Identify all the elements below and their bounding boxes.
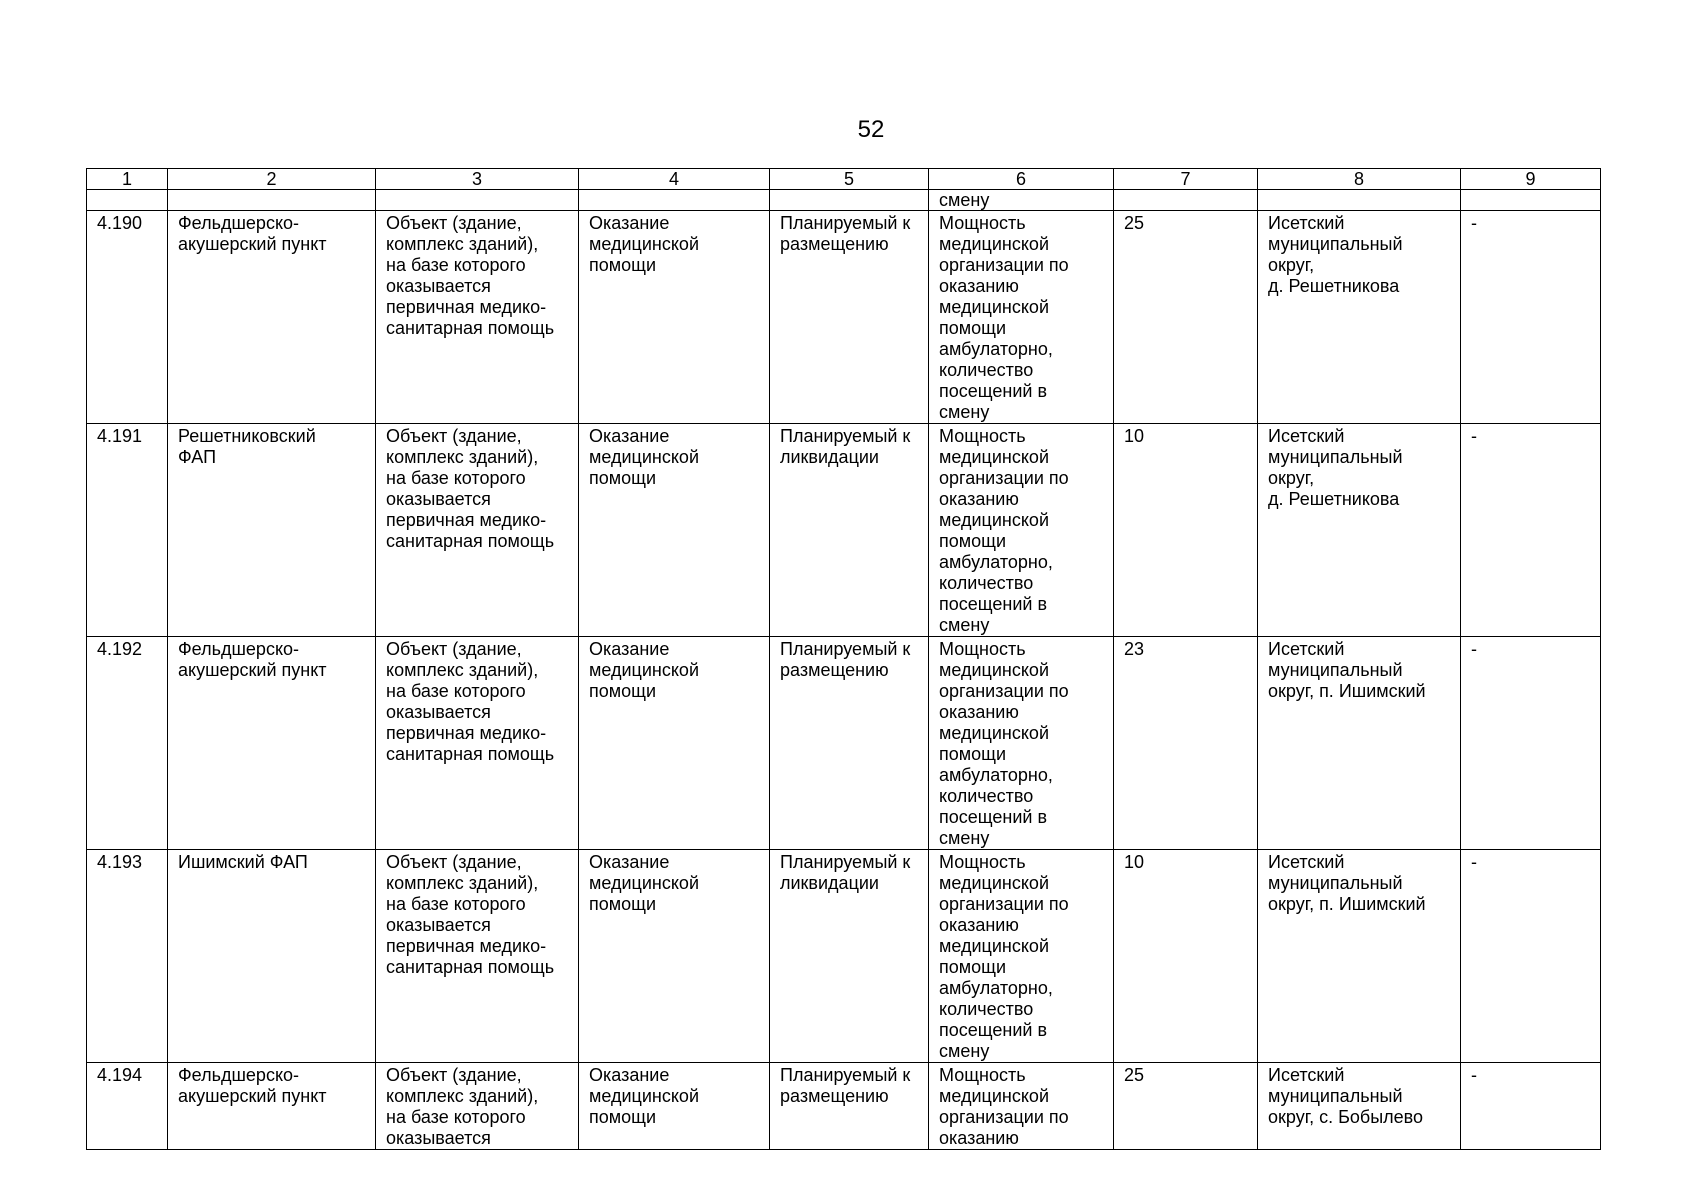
- table-cell: [1258, 190, 1461, 211]
- column-number-row: [87, 169, 1601, 190]
- zone-cell: -: [1461, 211, 1601, 424]
- capacity-value-cell: 25: [1114, 1063, 1258, 1150]
- object-type-cell: Объект (здание, комплекс зданий), на базе которого оказывается: [376, 1063, 579, 1150]
- column-number-cell: 1: [87, 169, 168, 190]
- table-row: [87, 211, 1601, 424]
- capacity-description-cell: Мощность медицинской организации по оказанию медицинской помощи амбулаторно, количество посещений в смену: [929, 211, 1114, 424]
- table-cell: [770, 190, 929, 211]
- object-purpose-cell: Оказание медицинской помощи: [579, 211, 770, 424]
- objects-table: [86, 168, 1601, 1150]
- object-type-cell: Объект (здание, комплекс зданий), на базе которого оказывается первичная медико- санитарная помощь: [376, 637, 579, 850]
- column-number-cell: 7: [1114, 169, 1258, 190]
- object-type-cell: Объект (здание, комплекс зданий), на базе которого оказывается первичная медико- санитарная помощь: [376, 424, 579, 637]
- table-cell: [376, 190, 579, 211]
- capacity-value-cell: 10: [1114, 850, 1258, 1063]
- object-name-cell: Фельдшерско- акушерский пункт: [168, 637, 376, 850]
- object-status-cell: Планируемый к ликвидации: [770, 850, 929, 1063]
- table-cell: [579, 190, 770, 211]
- location-cell: Исетский муниципальный округ, п. Ишимский: [1258, 850, 1461, 1063]
- column-number-cell: 2: [168, 169, 376, 190]
- row-number-cell: 4.193: [87, 850, 168, 1063]
- object-status-cell: Планируемый к размещению: [770, 211, 929, 424]
- object-purpose-cell: Оказание медицинской помощи: [579, 1063, 770, 1150]
- capacity-value-cell: 10: [1114, 424, 1258, 637]
- continuation-row: [87, 190, 1601, 211]
- table-row: [87, 637, 1601, 850]
- row-number-cell: 4.194: [87, 1063, 168, 1150]
- capacity-description-cell: Мощность медицинской организации по оказанию медицинской помощи амбулаторно, количество посещений в смену: [929, 424, 1114, 637]
- table-row: [87, 424, 1601, 637]
- row-number-cell: 4.192: [87, 637, 168, 850]
- table-cell: [1461, 190, 1601, 211]
- capacity-description-cell: Мощность медицинской организации по оказанию: [929, 1063, 1114, 1150]
- object-status-cell: Планируемый к ликвидации: [770, 424, 929, 637]
- location-cell: Исетский муниципальный округ, п. Ишимский: [1258, 637, 1461, 850]
- column-number-cell: 9: [1461, 169, 1601, 190]
- location-cell: Исетский муниципальный округ, д. Решетникова: [1258, 424, 1461, 637]
- zone-cell: -: [1461, 850, 1601, 1063]
- table-cell: [168, 190, 376, 211]
- location-cell: Исетский муниципальный округ, д. Решетникова: [1258, 211, 1461, 424]
- object-name-cell: Фельдшерско- акушерский пункт: [168, 211, 376, 424]
- table-cell: смену: [929, 190, 1114, 211]
- object-status-cell: Планируемый к размещению: [770, 1063, 929, 1150]
- object-type-cell: Объект (здание, комплекс зданий), на базе которого оказывается первичная медико- санитарная помощь: [376, 211, 579, 424]
- object-name-cell: Решетниковский ФАП: [168, 424, 376, 637]
- capacity-description-cell: Мощность медицинской организации по оказанию медицинской помощи амбулаторно, количество посещений в смену: [929, 637, 1114, 850]
- capacity-value-cell: 23: [1114, 637, 1258, 850]
- row-number-cell: 4.190: [87, 211, 168, 424]
- object-purpose-cell: Оказание медицинской помощи: [579, 424, 770, 637]
- column-number-cell: 8: [1258, 169, 1461, 190]
- object-name-cell: Ишимский ФАП: [168, 850, 376, 1063]
- object-purpose-cell: Оказание медицинской помощи: [579, 637, 770, 850]
- column-number-cell: 5: [770, 169, 929, 190]
- table-row: [87, 1063, 1601, 1150]
- object-status-cell: Планируемый к размещению: [770, 637, 929, 850]
- object-name-cell: Фельдшерско- акушерский пункт: [168, 1063, 376, 1150]
- object-purpose-cell: Оказание медицинской помощи: [579, 850, 770, 1063]
- column-number-cell: 3: [376, 169, 579, 190]
- page-number: 52: [857, 116, 885, 143]
- zone-cell: -: [1461, 424, 1601, 637]
- column-number-cell: 6: [929, 169, 1114, 190]
- location-cell: Исетский муниципальный округ, с. Бобылево: [1258, 1063, 1461, 1150]
- table-row: [87, 850, 1601, 1063]
- zone-cell: -: [1461, 637, 1601, 850]
- row-number-cell: 4.191: [87, 424, 168, 637]
- table-cell: [87, 190, 168, 211]
- table-cell: [1114, 190, 1258, 211]
- zone-cell: -: [1461, 1063, 1601, 1150]
- object-type-cell: Объект (здание, комплекс зданий), на базе которого оказывается первичная медико- санитарная помощь: [376, 850, 579, 1063]
- capacity-value-cell: 25: [1114, 211, 1258, 424]
- capacity-description-cell: Мощность медицинской организации по оказанию медицинской помощи амбулаторно, количество посещений в смену: [929, 850, 1114, 1063]
- column-number-cell: 4: [579, 169, 770, 190]
